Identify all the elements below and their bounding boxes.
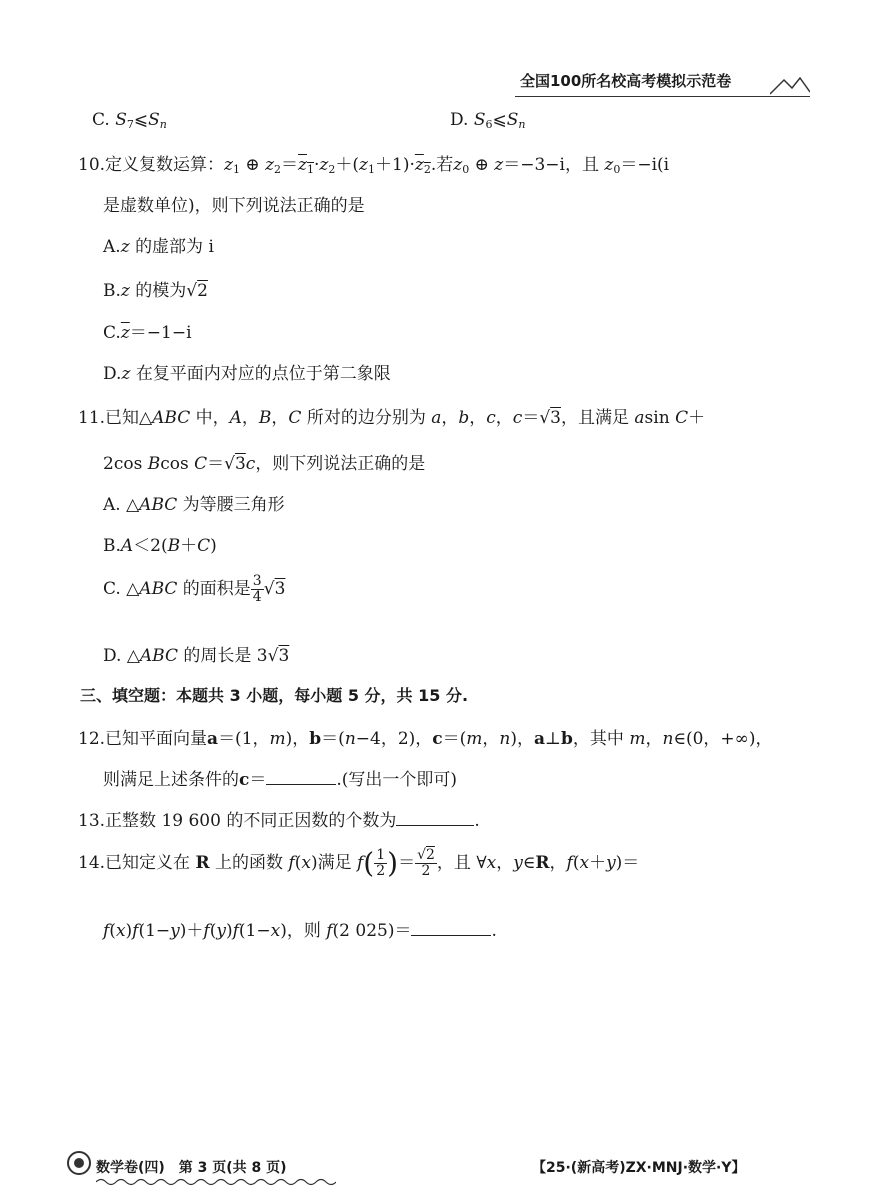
q10-option-a: A.z 的虚部为 i	[103, 237, 214, 257]
q11-option-a: A. △ABC 为等腰三角形	[103, 495, 285, 515]
q10-option-a-text: 的虚部为 i	[135, 237, 214, 257]
q11-stem-line2: 2cos Bcos C＝√3c，则下列说法正确的是	[103, 454, 426, 474]
footer-left: 数学卷(四) 第 3 页(共 8 页)	[96, 1160, 287, 1176]
q11-option-c-text: 的面积是	[182, 579, 251, 599]
q12-stem-2: ，其中	[572, 729, 624, 749]
q13-number: 13.	[78, 811, 106, 831]
q11-stem-line1: 11.已知△ABC 中，A，B，C 所对的边分别为 a，b，c，c＝√3，且满足 asin C＋	[78, 408, 706, 428]
q12-number: 12.	[78, 729, 106, 749]
q11-option-d-label: D. △	[103, 646, 140, 666]
q14-number: 14.	[78, 853, 106, 873]
q9-option-c: C. $S_7⩽S_n$	[92, 110, 167, 131]
q10-option-b-text: 的模为	[135, 281, 187, 301]
q11-stem-5: ，则下列说法正确的是	[255, 454, 426, 474]
q11-option-b-label: B.	[103, 536, 121, 556]
q12-stem-3: 则满足上述条件的	[103, 770, 239, 790]
footer-logo-icon	[66, 1150, 92, 1176]
q9-option-c-label: C.	[92, 110, 110, 130]
q11-stem-4: ，且满足	[561, 408, 629, 428]
q10-option-c-label: C.	[103, 323, 121, 343]
section-3-title: 三、填空题：本题共 3 小题，每小题 5 分，共 15 分.	[80, 686, 469, 705]
header-mountain-icon	[770, 74, 810, 96]
q13-answer-blank[interactable]	[396, 811, 474, 826]
q14-stem-2: 上的函数	[215, 853, 283, 873]
q13-stem-text: 正整数 19 600 的不同正因数的个数为	[105, 811, 397, 831]
q10-option-a-label: A.	[103, 237, 121, 257]
q10-stem-3: ，且	[564, 155, 599, 175]
q14-end: .	[491, 921, 497, 941]
q11-option-b: B.A＜2(B＋C)	[103, 536, 217, 556]
q12-stem-1: 已知平面向量	[105, 729, 208, 749]
q10-option-d: D.z 在复平面内对应的点位于第二象限	[103, 364, 391, 384]
q10-stem-4: (i	[657, 155, 670, 175]
q14-stem-line2: f(x)f(1−y)＋f(y)f(1−x)，则 f(2 025)＝ .	[103, 921, 497, 941]
footer-wavy-line	[96, 1177, 336, 1187]
q11-option-a-text: 为等腰三角形	[182, 495, 285, 515]
q13-stem	[78, 806, 480, 831]
q10-stem-2: 若	[436, 155, 454, 175]
q10-option-d-label: D.	[103, 364, 122, 384]
q9-option-d-label: D.	[450, 110, 469, 130]
q10-option-b: B.z 的模为√2	[103, 281, 208, 301]
footer-right: 【25·(新高考)ZX·MNJ·数学·Y】	[532, 1160, 746, 1176]
q12-stem-4: .(写出一个即可)	[336, 770, 458, 790]
q10-stem-line2: 是虚数单位)，则下列说法正确的是	[103, 196, 365, 216]
q11-option-c: C. △ABC 的面积是 $\frac{3}{4}$ √3	[103, 573, 286, 605]
header-title: 全国100所名校高考模拟示范卷	[520, 72, 732, 90]
q11-option-c-label: C. △	[103, 579, 140, 599]
q13-end: .	[474, 811, 480, 831]
q11-option-a-label: A. △	[103, 495, 140, 515]
q11-stem-2: 中，	[195, 408, 230, 428]
q12-stem-line2: 则满足上述条件的c＝ .(写出一个即可)	[103, 770, 458, 790]
q10-option-d-text: 在复平面内对应的点位于第二象限	[135, 364, 391, 384]
header-rule	[515, 96, 810, 97]
q11-number: 11.	[78, 408, 106, 428]
q10-stem-1: 定义复数运算：	[105, 155, 225, 175]
q12-stem-line1: 12.已知平面向量a＝(1，m)，b＝(n−4，2)，c＝(m，n)，a⊥b，其中 m，n∈(0，+∞)，	[78, 729, 773, 749]
q9-option-d: D. $S_6⩽S_n$	[450, 110, 526, 131]
q12-answer-blank[interactable]	[266, 770, 336, 785]
q11-stem-1: 已知△	[105, 408, 153, 428]
q11-option-d: D. △ABC 的周长是 3√3	[103, 646, 290, 666]
q10-option-c: $C.\overline{z}=-1-i$	[103, 323, 192, 343]
q10-number: 10.	[78, 155, 106, 175]
q11-stem-3: 所对的边分别为	[306, 408, 426, 428]
q14-answer-blank[interactable]	[411, 921, 491, 936]
q14-stem-3: 满足	[317, 853, 352, 873]
q14-stem-line1: 14.已知定义在 R 上的函数 f(x)满足 f( $\frac{1}{2}$ )＝ $\frac{√2}{2}$ ，且 ∀x，y∈R，f(x＋y)＝	[78, 846, 640, 880]
q10-option-b-label: B.	[103, 281, 121, 301]
q14-stem-1: 已知定义在	[105, 853, 191, 873]
q14-stem-5: ，则	[286, 921, 321, 941]
q14-stem-4: ，且	[436, 853, 471, 873]
q11-option-d-text: 的周长是	[183, 646, 252, 666]
q10-stem-line1: 10.定义复数运算：$z_1$ ⊕ $z_2=z_1\cdot z_2+(z_1+1)\cdot z_2$.若$z_0$ ⊕ z＝−3−i，且 $z_0=-i(i$	[78, 155, 670, 176]
